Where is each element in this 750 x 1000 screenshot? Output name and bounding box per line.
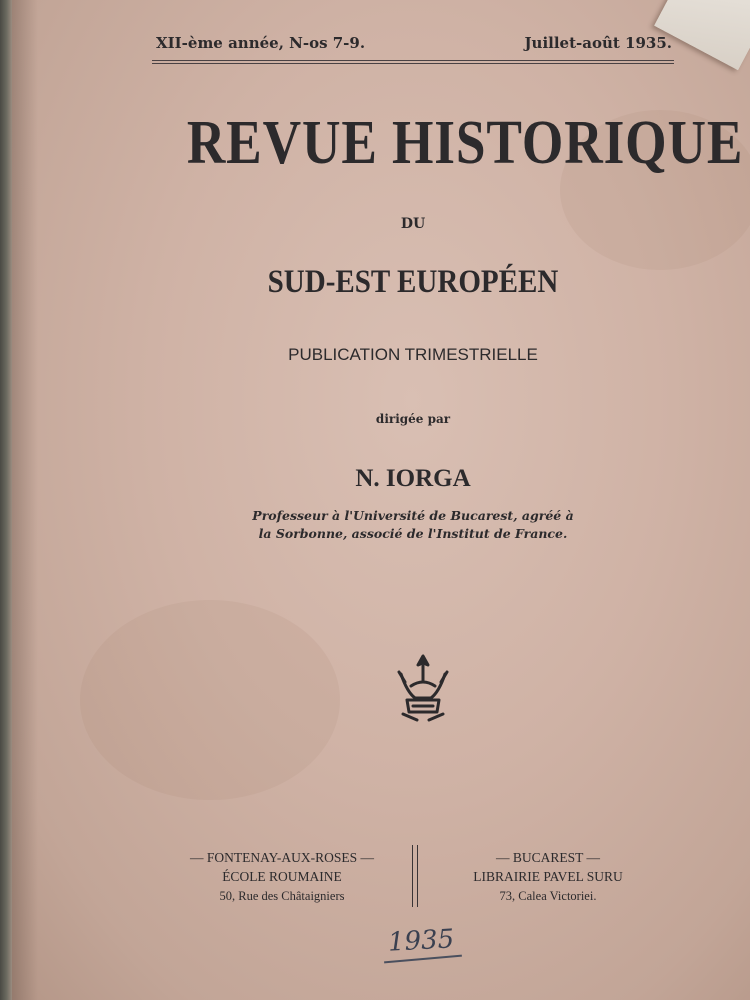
imprint-bucharest-address: 73, Calea Victoriei. [499, 889, 597, 903]
journal-title: REVUE HISTORIQUE [186, 109, 744, 177]
imprint-paris [152, 850, 412, 904]
title-connector: DU [400, 216, 426, 232]
imprint-bucharest-city: — BUCAREST — [495, 850, 601, 865]
editor-affiliation-line1: Professeur à l'Université de Bucarest, agréé à [252, 508, 574, 523]
handwritten-year: 1935 [387, 924, 455, 958]
directed-by-label: dirigée par [375, 412, 451, 426]
crown-emblem-icon [393, 652, 453, 726]
imprint-paris-city: — FONTENAY-AUX-ROSES — [189, 850, 375, 865]
imprint-paris-institution: ÉCOLE ROUMAINE [222, 869, 342, 884]
journal-subtitle: SUD-EST EUROPÉEN [267, 264, 559, 300]
header-rule [152, 60, 674, 64]
publication-frequency: PUBLICATION TRIMESTRIELLE [288, 345, 538, 364]
editor-name: N. IORGA [355, 465, 471, 492]
issue-number: XII-ème année, N-os 7-9. [156, 34, 366, 52]
imprint-paris-address: 50, Rue des Châtaigniers [219, 889, 345, 903]
issue-date: Juillet-août 1935. [524, 34, 672, 52]
imprint-bucharest [418, 850, 678, 904]
imprint-bucharest-bookshop: LIBRAIRIE PAVEL SURU [473, 869, 623, 884]
edge-shadow [12, 0, 38, 1000]
paper-stain [80, 600, 340, 800]
binding-spine [0, 0, 12, 1000]
editor-affiliation-line2: la Sorbonne, associé de l'Institut de France. [258, 526, 568, 541]
